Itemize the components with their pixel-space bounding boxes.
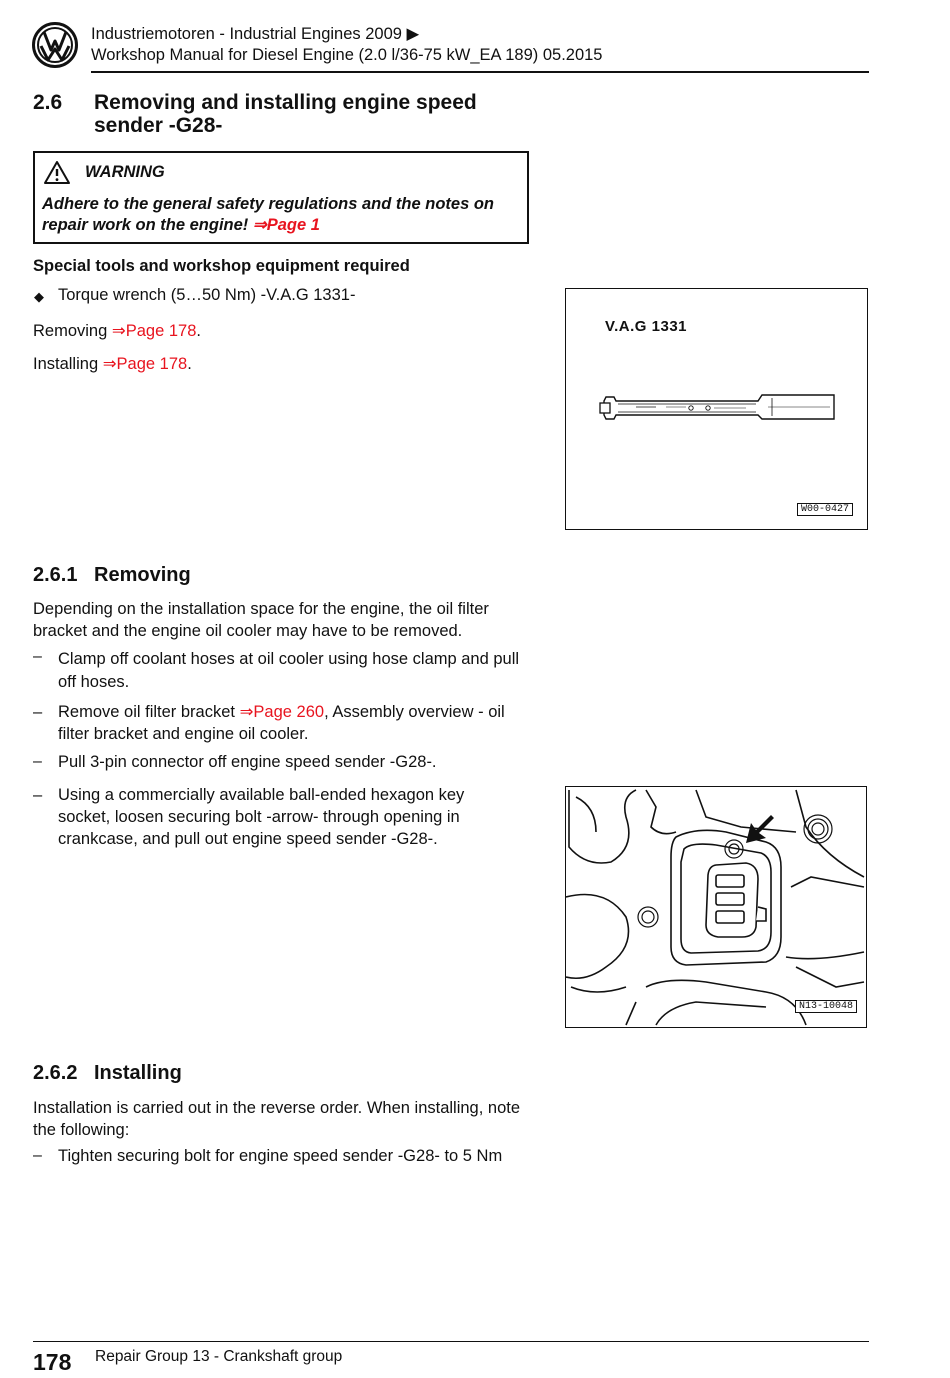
section-title-line-1: Removing and installing engine speed	[94, 91, 477, 114]
installing-title: Installing	[94, 1062, 182, 1084]
step-text-pre: Remove oil filter bracket	[58, 703, 235, 721]
warning-page-link[interactable]: Page 1	[266, 216, 320, 234]
step-link-arrow: ⇒	[239, 703, 254, 721]
step-dash: –	[33, 1147, 42, 1164]
figure-code-n13-10048: N13-10048	[795, 1000, 857, 1013]
vw-logo	[32, 22, 78, 68]
crankcase-illustration	[566, 787, 866, 1027]
warning-text: Adhere to the general safety regulations and the notes on repair work on the engine!	[42, 195, 494, 234]
installing-ref-arrow: ⇒	[102, 355, 117, 373]
step-text: Tighten securing bolt for engine speed sender -G28- to 5 Nm	[58, 1147, 503, 1165]
step-dash: –	[33, 648, 42, 665]
installing-intro: Installation is carried out in the reverse order. When installing, note the following:	[33, 1099, 521, 1139]
step-dash: –	[33, 753, 42, 770]
installing-ref-period: .	[187, 355, 192, 373]
tools-item: Torque wrench (5…50 Nm) -V.A.G 1331-	[58, 286, 356, 304]
footer-divider	[33, 1341, 869, 1342]
step-dash: –	[33, 703, 43, 721]
warning-text-block	[42, 194, 524, 236]
removing-step-2	[33, 701, 533, 745]
warning-box	[33, 151, 529, 244]
removing-number: 2.6.1	[33, 564, 78, 586]
header-divider	[91, 71, 869, 73]
header	[0, 0, 950, 75]
step-text: Clamp off coolant hoses at oil cooler using hose clamp and pull off hoses.	[58, 650, 520, 691]
step-text: Using a commercially available ball-ended hexagon key socket, loosen securing bolt -arrow- through opening in crankcase, and pull out engine speed sender -G28-.	[58, 786, 465, 848]
installing-step-1	[33, 1147, 553, 1166]
step-text: Pull 3-pin connector off engine speed sender -G28-.	[58, 753, 437, 771]
removing-ref-period: .	[196, 322, 201, 340]
torque-wrench-figure	[565, 288, 868, 530]
engine-speed-sender-figure	[565, 786, 867, 1028]
installing-ref-label: Installing	[33, 355, 99, 373]
removing-ref	[33, 321, 201, 341]
page-number: 178	[33, 1349, 72, 1375]
step-text-post: , Assembly overview - oil filter bracket and engine oil cooler.	[58, 703, 505, 743]
header-line-1: Industriemotoren - Industrial Engines 2009 ▶	[91, 25, 420, 43]
tools-heading: Special tools and workshop equipment required	[33, 257, 410, 275]
installing-page-link[interactable]: Page 178	[116, 355, 188, 373]
removing-ref-arrow: ⇒	[111, 322, 126, 340]
warning-link-arrow: ⇒	[252, 216, 267, 234]
removing-step-1	[33, 648, 533, 694]
figure-code-w00-0427: W00-0427	[797, 503, 853, 516]
installing-number: 2.6.2	[33, 1062, 78, 1084]
installing-ref	[33, 354, 192, 374]
footer-text: Repair Group 13 - Crankshaft group	[95, 1348, 343, 1365]
oil-filter-page-link[interactable]: Page 260	[253, 703, 325, 721]
section-title-line-2: sender -G28-	[94, 114, 223, 137]
figure-tool-label: V.A.G 1331	[605, 318, 687, 335]
removing-step-3	[33, 753, 533, 772]
removing-ref-label: Removing	[33, 322, 108, 340]
removing-title: Removing	[94, 564, 191, 586]
tools-bullet: ◆	[34, 289, 44, 304]
removing-intro: Depending on the installation space for the engine, the oil filter bracket and the engine oil cooler may have to be removed.	[33, 600, 489, 640]
torque-wrench-illustration	[596, 389, 841, 429]
section-number: 2.6	[33, 91, 63, 114]
header-line-2: Workshop Manual for Diesel Engine (2.0 l/36-75 kW_EA 189) 05.2015	[91, 46, 603, 64]
step-dash: –	[33, 786, 43, 804]
warning-label: WARNING	[85, 163, 165, 181]
removing-page-link[interactable]: Page 178	[125, 322, 197, 340]
warning-triangle-icon	[43, 160, 71, 185]
removing-step-4	[33, 784, 513, 850]
